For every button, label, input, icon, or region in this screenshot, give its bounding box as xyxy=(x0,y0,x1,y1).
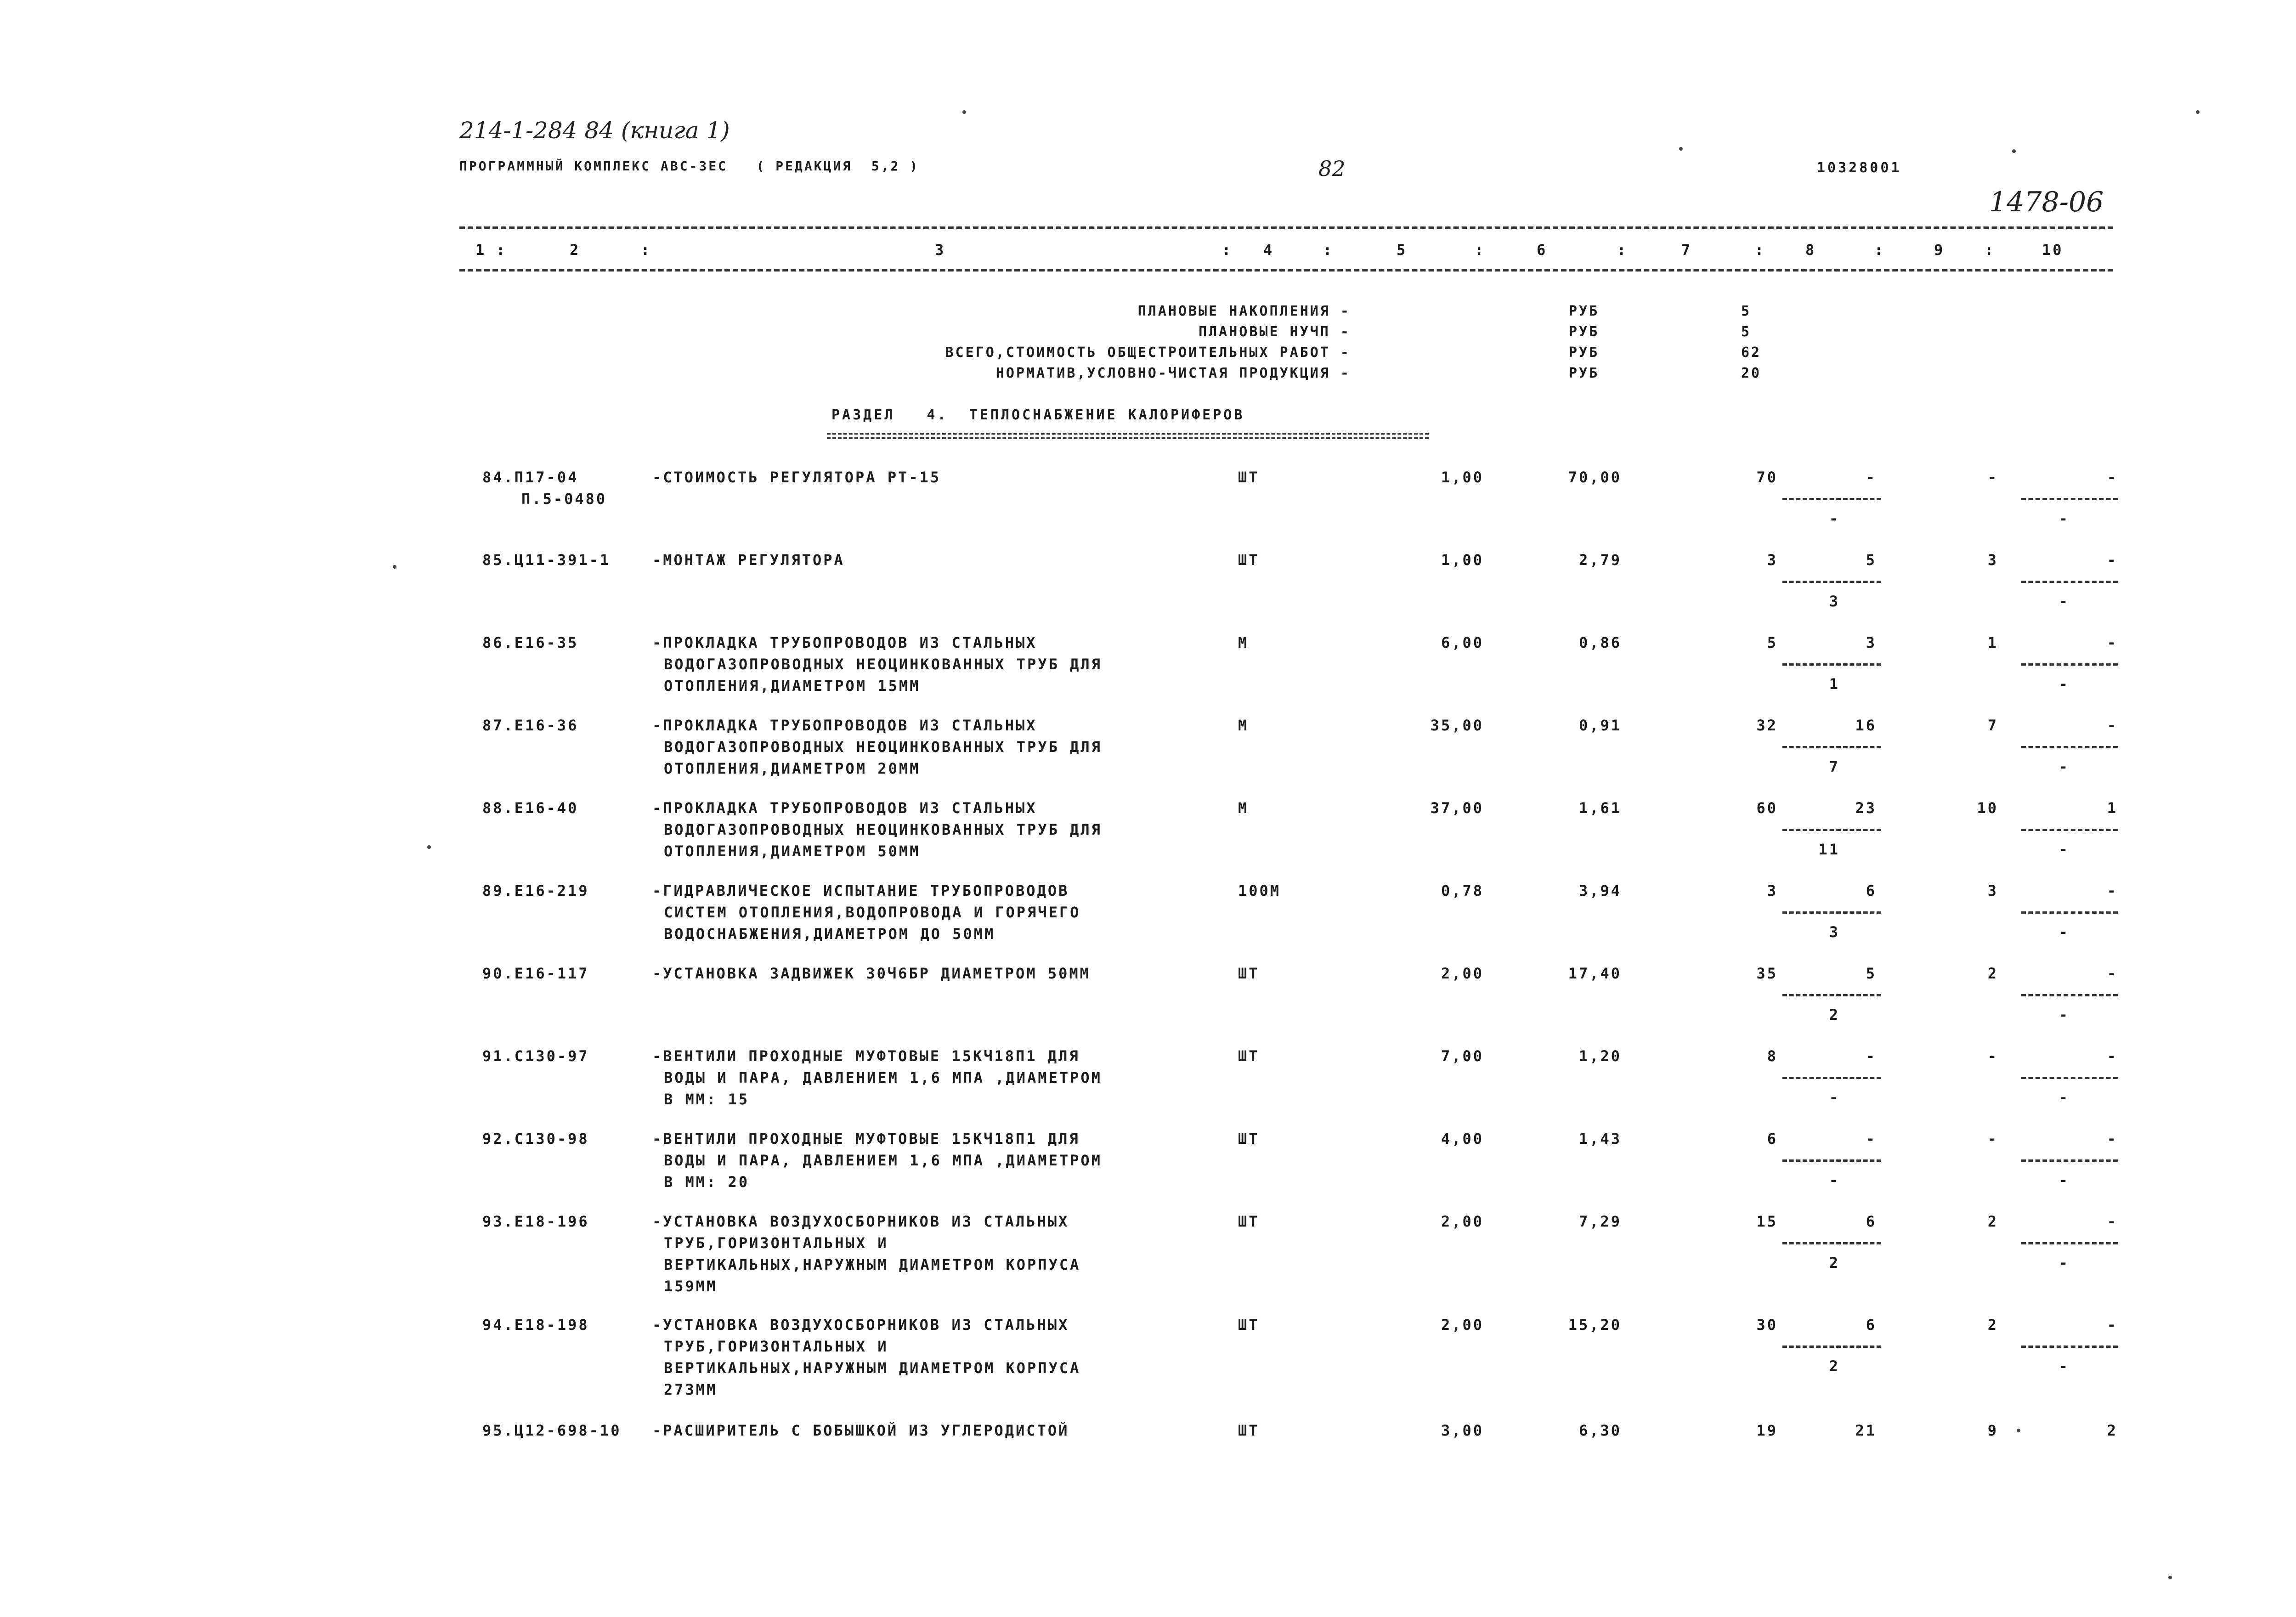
row-col9: 7 xyxy=(1987,717,1998,734)
row-description: ВОДОГАЗОПРОВОДНЫХ НЕОЦИНКОВАННЫХ ТРУБ ДЛЯ xyxy=(664,821,1102,838)
scan-speck xyxy=(2196,110,2200,114)
row-total: 5 xyxy=(1767,634,1778,651)
row-description: ТРУБ,ГОРИЗОНТАЛЬНЫХ И xyxy=(664,1338,888,1355)
column-separator: : xyxy=(1222,241,1233,259)
row-code: 85.Ц11-391-1 xyxy=(482,551,611,569)
row-col10-divider xyxy=(2021,994,2118,996)
row-code: 89.Е16-219 xyxy=(482,882,589,899)
row-col8-top: - xyxy=(1866,469,1877,486)
row-description: В ММ: 20 xyxy=(664,1173,750,1191)
row-col9: 3 xyxy=(1987,551,1998,569)
row-col9: 1 xyxy=(1987,634,1998,651)
row-code: 91.С130-97 xyxy=(482,1047,589,1065)
row-col10-divider xyxy=(2021,1077,2118,1079)
row-col10-top: - xyxy=(2107,1316,2118,1334)
row-col10-top: - xyxy=(2107,717,2118,734)
row-col8-top: - xyxy=(1866,1047,1877,1065)
row-col10-divider xyxy=(2021,829,2118,831)
row-quantity: 7,00 xyxy=(1441,1047,1484,1065)
page-number: 82 xyxy=(1318,156,1346,181)
row-total: 3 xyxy=(1767,551,1778,569)
row-col8-divider xyxy=(1782,1346,1881,1348)
row-description: В ММ: 15 xyxy=(664,1091,750,1108)
row-description: ВОДЫ И ПАРА, ДАВЛЕНИЕМ 1,6 МПА ,ДИАМЕТРОМ xyxy=(664,1152,1102,1169)
row-code: 93.Е18-196 xyxy=(482,1213,589,1230)
row-price: 1,20 xyxy=(1578,1047,1622,1065)
row-col8-top: 3 xyxy=(1866,634,1877,651)
scan-speck xyxy=(393,565,396,569)
program-line: ПРОГРАММНЫЙ КОМПЛЕКС АВС-ЗЕС ( РЕДАКЦИЯ 5,2 ) xyxy=(459,158,920,174)
column-separator: : xyxy=(1617,241,1628,259)
row-col8-top: 6 xyxy=(1866,1316,1877,1334)
row-col10-top: - xyxy=(2107,1213,2118,1230)
row-col8-divider xyxy=(1782,829,1881,831)
row-unit: М xyxy=(1238,799,1249,817)
row-col10-bottom: - xyxy=(2058,841,2070,858)
row-col8-top: 6 xyxy=(1866,1213,1877,1230)
doc-number: 10328001 xyxy=(1817,160,1902,176)
row-quantity: 37,00 xyxy=(1430,799,1484,817)
column-number: 1 xyxy=(475,241,486,259)
row-col10-bottom: - xyxy=(2058,758,2070,775)
row-col8-bottom: 3 xyxy=(1829,593,1840,610)
row-price: 15,20 xyxy=(1568,1316,1622,1334)
column-number: 6 xyxy=(1537,241,1548,259)
column-separator: : xyxy=(496,241,507,259)
row-description: ВОДОСНАБЖЕНИЯ,ДИАМЕТРОМ ДО 50ММ xyxy=(664,925,995,943)
row-col8-bottom: 1 xyxy=(1829,675,1840,693)
row-quantity: 6,00 xyxy=(1441,634,1484,651)
row-col10-bottom: - xyxy=(2058,675,2070,693)
row-col8-divider xyxy=(1782,1077,1881,1079)
row-description: ВОДОГАЗОПРОВОДНЫХ НЕОЦИНКОВАННЫХ ТРУБ ДЛЯ xyxy=(664,738,1102,756)
row-col10-divider xyxy=(2021,663,2118,666)
row-col10-bottom: - xyxy=(2058,1254,2070,1272)
row-description: 159ММ xyxy=(664,1278,718,1295)
row-col9: - xyxy=(1987,469,1998,486)
row-col8-bottom: 3 xyxy=(1829,923,1840,941)
row-unit: ШТ xyxy=(1238,1422,1260,1439)
row-code: 90.Е16-117 xyxy=(482,965,589,982)
row-description: -ПРОКЛАДКА ТРУБОПРОВОДОВ ИЗ СТАЛЬНЫХ xyxy=(652,799,1037,817)
row-quantity: 1,00 xyxy=(1441,469,1484,486)
row-description: ВЕРТИКАЛЬНЫХ,НАРУЖНЫМ ДИАМЕТРОМ КОРПУСА xyxy=(664,1359,1081,1377)
row-col10-top: - xyxy=(2107,882,2118,899)
row-price: 1,43 xyxy=(1578,1130,1622,1148)
row-col10-bottom: - xyxy=(2058,1089,2070,1106)
row-col10-bottom: - xyxy=(2058,1171,2070,1189)
row-price: 17,40 xyxy=(1568,965,1622,982)
row-col8-top: - xyxy=(1866,1130,1877,1148)
row-description: ВОДОГАЗОПРОВОДНЫХ НЕОЦИНКОВАННЫХ ТРУБ ДЛЯ xyxy=(664,656,1102,673)
row-col8-divider xyxy=(1782,1242,1881,1244)
column-separator: : xyxy=(1323,241,1334,259)
column-number: 10 xyxy=(2042,241,2064,259)
row-quantity: 35,00 xyxy=(1430,717,1484,734)
row-col10-bottom: - xyxy=(2058,593,2070,610)
row-code: 95.Ц12-698-10 xyxy=(482,1422,622,1439)
column-separator: : xyxy=(1985,241,1996,259)
row-unit: ШТ xyxy=(1238,1130,1260,1148)
scan-speck xyxy=(1679,147,1683,151)
row-col10-bottom: - xyxy=(2058,923,2070,941)
handwritten-code: 214-1-284 84 (книга 1) xyxy=(459,117,730,144)
row-description: ВЕРТИКАЛЬНЫХ,НАРУЖНЫМ ДИАМЕТРОМ КОРПУСА xyxy=(664,1256,1081,1273)
row-col8-top: 6 xyxy=(1866,882,1877,899)
summary-value: 62 xyxy=(1741,345,1762,361)
summary-unit: РУБ xyxy=(1569,324,1600,340)
row-col8-bottom: - xyxy=(1829,1171,1840,1189)
scan-speck xyxy=(2168,1576,2172,1579)
scan-speck xyxy=(962,110,966,114)
row-col10-top: - xyxy=(2107,965,2118,982)
column-separator: : xyxy=(1874,241,1885,259)
row-quantity: 3,00 xyxy=(1441,1422,1484,1439)
row-col9: 10 xyxy=(1977,799,1998,817)
row-col10-top: - xyxy=(2107,1130,2118,1148)
row-quantity: 2,00 xyxy=(1441,1213,1484,1230)
row-col10-bottom: - xyxy=(2058,1357,2070,1375)
column-number: 8 xyxy=(1805,241,1816,259)
summary-label: ПЛАНОВЫЕ НАКОПЛЕНИЯ - xyxy=(1137,303,1351,319)
row-col8-bottom: - xyxy=(1829,510,1840,527)
row-description: ВОДЫ И ПАРА, ДАВЛЕНИЕМ 1,6 МПА ,ДИАМЕТРОМ xyxy=(664,1069,1102,1086)
row-col8-divider xyxy=(1782,746,1881,748)
row-quantity: 4,00 xyxy=(1441,1130,1484,1148)
stamp-number: 1478-06 xyxy=(1989,186,2104,218)
row-code: 92.С130-98 xyxy=(482,1130,589,1148)
row-unit: ШТ xyxy=(1238,1047,1260,1065)
summary-value: 5 xyxy=(1741,303,1752,319)
row-col10-divider xyxy=(2021,911,2118,914)
row-price: 0,91 xyxy=(1578,717,1622,734)
row-description: ТРУБ,ГОРИЗОНТАЛЬНЫХ И xyxy=(664,1234,888,1252)
row-total: 30 xyxy=(1756,1316,1778,1334)
row-price: 6,30 xyxy=(1578,1422,1622,1439)
column-separator: : xyxy=(641,241,652,259)
row-col9: 2 xyxy=(1987,1213,1998,1230)
header-rule-top xyxy=(459,226,2113,229)
row-description: -РАСШИРИТЕЛЬ С БОБЫШКОЙ ИЗ УГЛЕРОДИСТОЙ xyxy=(652,1422,1069,1439)
row-col10-divider xyxy=(2021,498,2118,500)
row-unit: ШТ xyxy=(1238,1316,1260,1334)
row-total: 15 xyxy=(1756,1213,1778,1230)
row-total: 60 xyxy=(1756,799,1778,817)
row-total: 19 xyxy=(1756,1422,1778,1439)
row-code: 86.Е16-35 xyxy=(482,634,579,651)
row-col8-top: 5 xyxy=(1866,965,1877,982)
row-col8-divider xyxy=(1782,663,1881,666)
row-description: -СТОИМОСТЬ РЕГУЛЯТОРА РТ-15 xyxy=(652,469,941,486)
row-col8-bottom: 7 xyxy=(1829,758,1840,775)
row-total: 32 xyxy=(1756,717,1778,734)
row-unit: ШТ xyxy=(1238,965,1260,982)
row-col9: - xyxy=(1987,1130,1998,1148)
row-description: -ВЕНТИЛИ ПРОХОДНЫЕ МУФТОВЫЕ 15КЧ18П1 ДЛЯ xyxy=(652,1047,1080,1065)
row-total: 3 xyxy=(1767,882,1778,899)
row-description: -ПРОКЛАДКА ТРУБОПРОВОДОВ ИЗ СТАЛЬНЫХ xyxy=(652,717,1037,734)
scan-speck xyxy=(427,845,431,849)
row-code: 84.П17-04 xyxy=(482,469,579,486)
row-col8-top: 21 xyxy=(1855,1422,1877,1439)
row-price: 2,79 xyxy=(1578,551,1622,569)
row-unit: 100М xyxy=(1238,882,1281,899)
row-col10-bottom: - xyxy=(2058,510,2070,527)
row-quantity: 1,00 xyxy=(1441,551,1484,569)
row-col10-divider xyxy=(2021,746,2118,748)
row-code: 88.Е16-40 xyxy=(482,799,579,817)
row-col9: 2 xyxy=(1987,1316,1998,1334)
row-col10-divider xyxy=(2021,1159,2118,1162)
section-underline-2 xyxy=(827,437,1429,439)
row-description: -УСТАНОВКА ВОЗДУХОСБОРНИКОВ ИЗ СТАЛЬНЫХ xyxy=(652,1316,1069,1334)
row-unit: ШТ xyxy=(1238,1213,1260,1230)
row-description: ОТОПЛЕНИЯ,ДИАМЕТРОМ 15ММ xyxy=(664,677,921,695)
row-col9: - xyxy=(1987,1047,1998,1065)
row-code: 94.Е18-198 xyxy=(482,1316,589,1334)
row-price: 3,94 xyxy=(1578,882,1622,899)
column-separator: : xyxy=(1475,241,1486,259)
scan-speck xyxy=(2012,149,2016,153)
row-quantity: 0,78 xyxy=(1441,882,1484,899)
summary-unit: РУБ xyxy=(1569,345,1600,361)
row-description: -ВЕНТИЛИ ПРОХОДНЫЕ МУФТОВЫЕ 15КЧ18П1 ДЛЯ xyxy=(652,1130,1080,1148)
column-number: 5 xyxy=(1397,241,1408,259)
row-unit: ШТ xyxy=(1238,469,1260,486)
column-number: 2 xyxy=(570,241,581,259)
row-price: 0,86 xyxy=(1578,634,1622,651)
row-description: -УСТАНОВКА ЗАДВИЖЕК 30Ч6БР ДИАМЕТРОМ 50ММ xyxy=(652,965,1091,982)
row-col10-top: 1 xyxy=(2107,799,2118,817)
row-price: 70,00 xyxy=(1568,469,1622,486)
row-col9: 9 xyxy=(1987,1422,1998,1439)
row-col8-divider xyxy=(1782,498,1881,500)
row-col8-top: 5 xyxy=(1866,551,1877,569)
row-code-secondary: П.5-0480 xyxy=(521,490,607,508)
row-col8-top: 23 xyxy=(1855,799,1877,817)
summary-value: 5 xyxy=(1741,324,1752,340)
row-description: -МОНТАЖ РЕГУЛЯТОРА xyxy=(652,551,845,569)
section-title: РАЗДЕЛ 4. ТЕПЛОСНАБЖЕНИЕ КАЛОРИФЕРОВ xyxy=(831,407,1245,423)
row-col10-top: - xyxy=(2107,1047,2118,1065)
row-col10-top: - xyxy=(2107,551,2118,569)
row-description: ОТОПЛЕНИЯ,ДИАМЕТРОМ 20ММ xyxy=(664,760,921,777)
row-col8-bottom: 2 xyxy=(1829,1254,1840,1272)
row-total: 35 xyxy=(1756,965,1778,982)
row-price: 1,61 xyxy=(1578,799,1622,817)
row-col8-bottom: 2 xyxy=(1829,1357,1840,1375)
row-total: 70 xyxy=(1756,469,1778,486)
row-col8-divider xyxy=(1782,1159,1881,1162)
row-description: СИСТЕМ ОТОПЛЕНИЯ,ВОДОПРОВОДА И ГОРЯЧЕГО xyxy=(664,904,1081,921)
row-col9: 3 xyxy=(1987,882,1998,899)
scan-speck xyxy=(2017,1429,2020,1432)
column-number: 7 xyxy=(1681,241,1692,259)
section-underline xyxy=(827,433,1429,435)
column-number-row xyxy=(0,241,2296,264)
column-number: 9 xyxy=(1934,241,1945,259)
summary-unit: РУБ xyxy=(1569,303,1600,319)
column-number: 3 xyxy=(935,241,946,259)
row-col8-divider xyxy=(1782,911,1881,914)
row-col10-divider xyxy=(2021,1242,2118,1244)
row-description: -УСТАНОВКА ВОЗДУХОСБОРНИКОВ ИЗ СТАЛЬНЫХ xyxy=(652,1213,1069,1230)
row-unit: ШТ xyxy=(1238,551,1260,569)
summary-unit: РУБ xyxy=(1569,365,1600,381)
column-separator: : xyxy=(1755,241,1766,259)
row-col9: 2 xyxy=(1987,965,1998,982)
row-col8-bottom: 11 xyxy=(1818,841,1840,858)
row-col10-bottom: - xyxy=(2058,1006,2070,1023)
row-col8-divider xyxy=(1782,994,1881,996)
row-col10-divider xyxy=(2021,1346,2118,1348)
row-description: 273ММ xyxy=(664,1381,718,1398)
row-price: 7,29 xyxy=(1578,1213,1622,1230)
row-quantity: 2,00 xyxy=(1441,965,1484,982)
row-col10-top: 2 xyxy=(2107,1422,2118,1439)
row-code: 87.Е16-36 xyxy=(482,717,579,734)
summary-label: НОРМАТИВ,УСЛОВНО-ЧИСТАЯ ПРОДУКЦИЯ - xyxy=(995,365,1351,381)
row-total: 8 xyxy=(1767,1047,1778,1065)
row-unit: М xyxy=(1238,634,1249,651)
row-col10-divider xyxy=(2021,581,2118,583)
summary-label: ПЛАНОВЫЕ НУЧП - xyxy=(1199,324,1351,340)
row-description: ОТОПЛЕНИЯ,ДИАМЕТРОМ 50ММ xyxy=(664,842,921,860)
summary-value: 20 xyxy=(1741,365,1762,381)
summary-label: ВСЕГО,СТОИМОСТЬ ОБЩЕСТРОИТЕЛЬНЫХ РАБОТ - xyxy=(945,345,1351,361)
row-total: 6 xyxy=(1767,1130,1778,1148)
row-col8-divider xyxy=(1782,581,1881,583)
row-col8-bottom: - xyxy=(1829,1089,1840,1106)
column-number: 4 xyxy=(1263,241,1274,259)
row-col8-top: 16 xyxy=(1855,717,1877,734)
row-col10-top: - xyxy=(2107,634,2118,651)
header-rule-bottom xyxy=(459,269,2113,271)
row-quantity: 2,00 xyxy=(1441,1316,1484,1334)
row-col10-top: - xyxy=(2107,469,2118,486)
row-unit: М xyxy=(1238,717,1249,734)
row-description: -ГИДРАВЛИЧЕСКОЕ ИСПЫТАНИЕ ТРУБОПРОВОДОВ xyxy=(652,882,1069,899)
row-col8-bottom: 2 xyxy=(1829,1006,1840,1023)
row-description: -ПРОКЛАДКА ТРУБОПРОВОДОВ ИЗ СТАЛЬНЫХ xyxy=(652,634,1037,651)
